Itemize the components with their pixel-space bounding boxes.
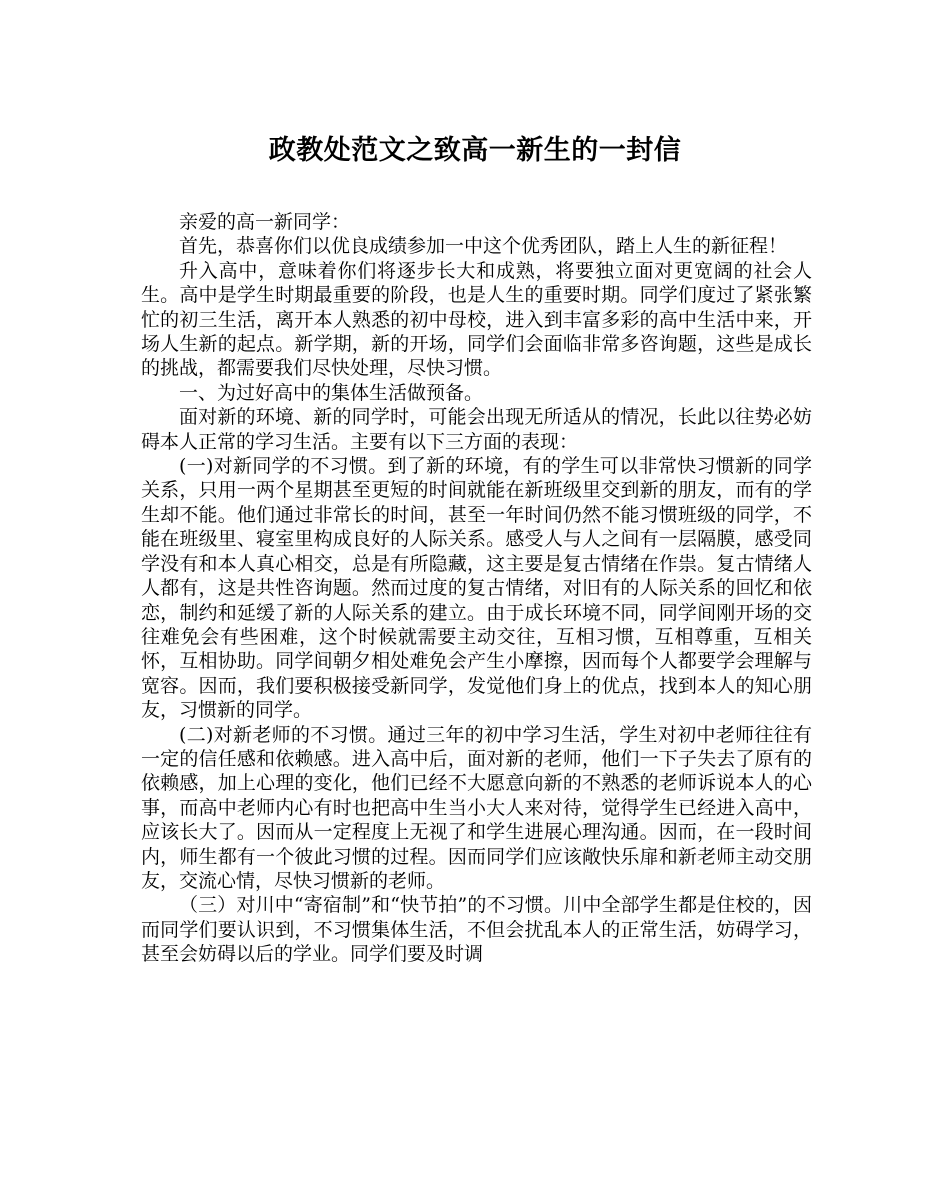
paragraph-introduction: 升入高中，意味着你们将逐步长大和成熟，将要独立面对更宽阔的社会人生。高中是学生时期最重要的阶段，也是人生的重要时期。同学们度过了紧张繁忙的初三生活，离开本人熟悉的初中母校，进入到丰富多彩的高中生活中来，开场人生新的起点。新学期，新的开场，同学们会面临非常多咨询题，这些是成长的挑战，都需要我们尽快处理，尽快习惯。 bbox=[141, 259, 812, 380]
document-title: 政教处范文之致高一新生的一封信 bbox=[268, 135, 682, 166]
salutation: 亲爱的高一新同学： bbox=[179, 211, 351, 233]
paragraph-new-teachers: (二)对新老师的不习惯。通过三年的初中学习生活，学生对初中老师往往有一定的信任感和依赖感。进入高中后，面对新的老师，他们一下子失去了原有的依赖感，加上心理的变化，他们已经不大愿意向新的不熟悉的老师诉说本人的心事，而高中老师内心有时也把高中生当小大人来对待，觉得学生已经进入高中，应该长大了。因而从一定程度上无视了和学生进展心理沟通。因而，在一段时间内，师生都有一个彼此习惯的过程。因而同学们应该敞快乐扉和新老师主动交朋友，交流心情，尽快习惯新的老师。 bbox=[141, 723, 812, 892]
section-heading-1: 一、为过好高中的集体生活做预备。 bbox=[179, 381, 484, 404]
paragraph-new-classmates: (一)对新同学的不习惯。到了新的环境，有的学生可以非常快习惯新的同学关系，只用一两个星期甚至更短的时间就能在新班级里交到新的朋友，而有的学生却不能。他们通过非常长的时间，甚至一年时间仍然不能习惯班级的同学，不能在班级里、寝室里构成良好的人际关系。感受人与人之间有一层隔膜，感受同学没有和本人真心相交，总是有所隐藏，这主要是复古情绪在作祟。复古情绪人人都有，这是共性咨询题。然而过度的复古情绪，对旧有的人际关系的回忆和依恋，制约和延缓了新的人际关系的建立。由于成长环境不同，同学间刚开场的交往难免会有些困难，这个时候就需要主动交往，互相习惯，互相尊重，互相关怀，互相协助。同学间朝夕相处难免会产生小摩擦，因而每个人都要学会理解与宽容。因而，我们要积极接受新同学，发觉他们身上的优点，找到本人的知心朋友，习惯新的同学。 bbox=[141, 455, 812, 722]
paragraph-congratulations: 首先，恭喜你们以优良成绩参加一中这个优秀团队，踏上人生的新征程！ bbox=[179, 235, 788, 258]
paragraph-boarding: （三）对川中“寄宿制”和“快节拍”的不习惯。川中全部学生都是住校的，因而同学们要认识到，不习惯集体生活，不但会扰乱本人的正常生活，妨碍学习，甚至会妨碍以后的学业。同学们要及时调 bbox=[141, 894, 812, 966]
paragraph-overview: 面对新的环境、新的同学时，可能会出现无所适从的情况，长此以往势必妨碍本人正常的学习生活。主要有以下三方面的表现： bbox=[141, 406, 812, 453]
document-body bbox=[141, 210, 812, 967]
